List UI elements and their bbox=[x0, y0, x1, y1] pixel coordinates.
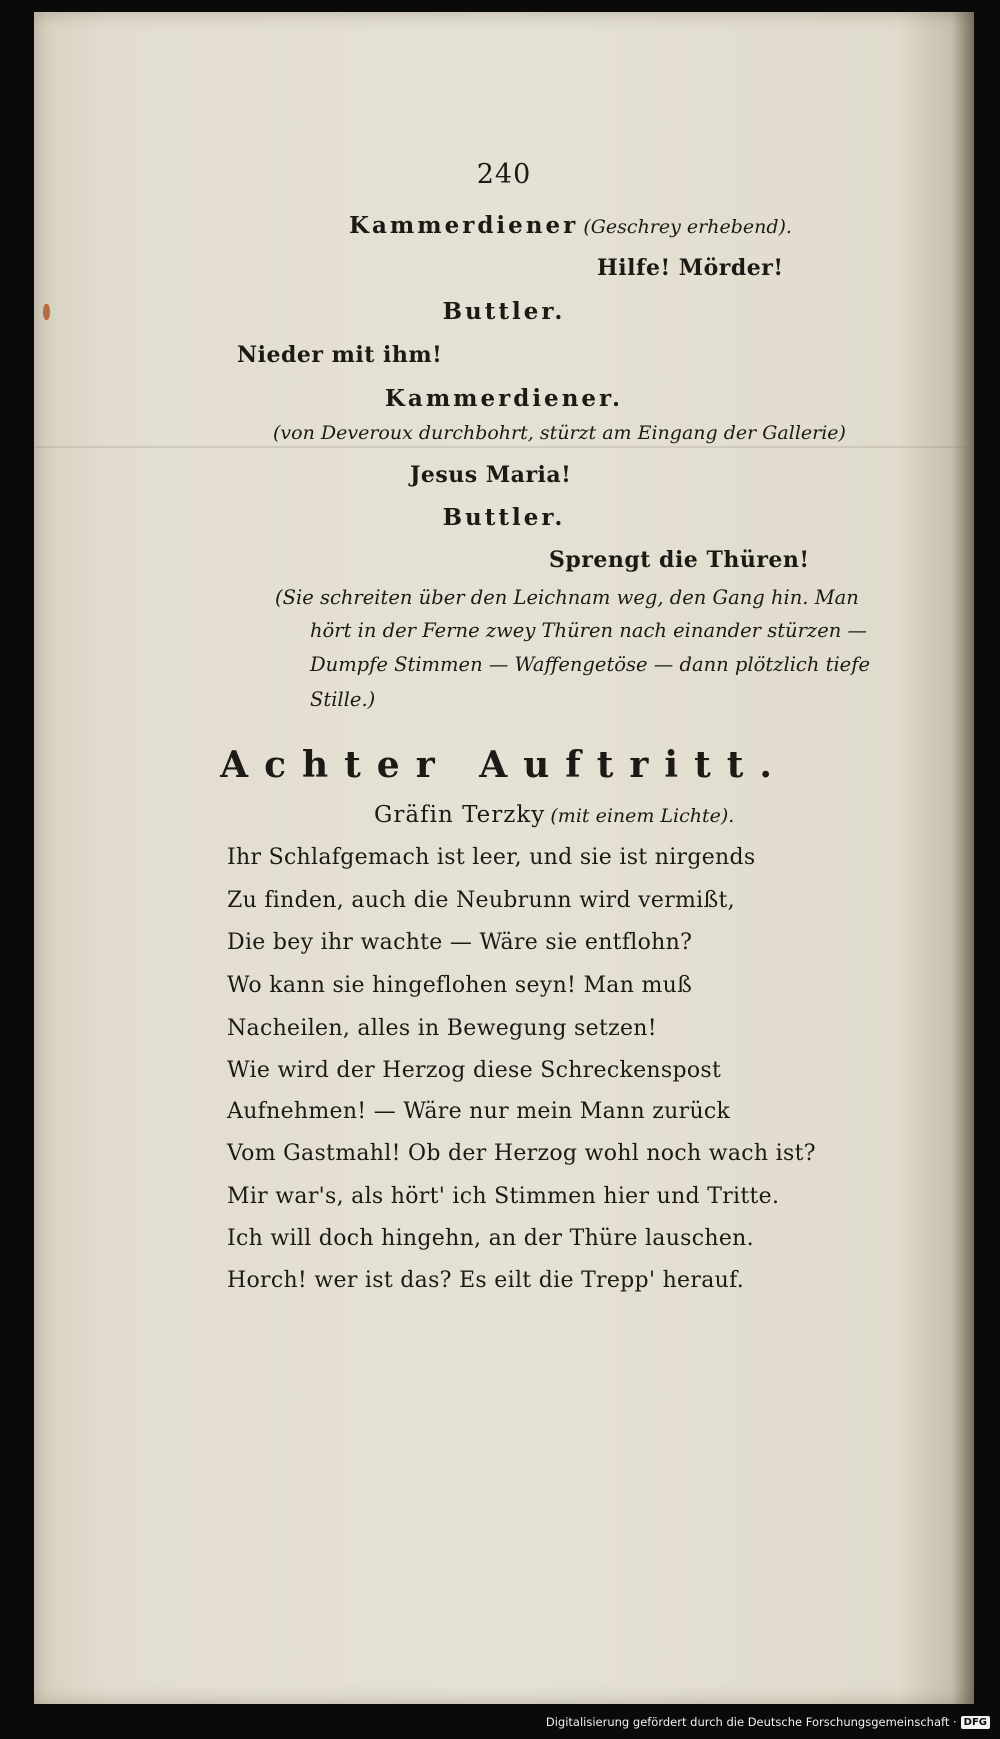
scene-heading: Achter Auftritt. bbox=[220, 744, 788, 786]
credit-text: Digitalisierung gefördert durch die Deutsche Forschungsgemeinschaft · bbox=[545, 1715, 957, 1729]
stage-direction: (von Deveroux durchbohrt, stürzt am Eingang der Gallerie) bbox=[273, 422, 846, 444]
speaker-name: Gräfin Terzky bbox=[374, 802, 546, 828]
speaker-name: Kammerdiener. bbox=[384, 385, 624, 412]
stage-direction-line: Dumpfe Stimmen — Waffengetöse — dann plötzlich tiefe bbox=[310, 653, 870, 676]
verse-line: Horch! wer ist das? Es eilt die Trepp' herauf. bbox=[227, 1268, 745, 1293]
speaker-name: Buttler. bbox=[442, 504, 566, 531]
verse-line: Zu finden, auch die Neubrunn wird vermißt, bbox=[227, 888, 735, 913]
speech-heading-kammerdiener-1 bbox=[349, 212, 792, 239]
verse-line: Mir war's, als hört' ich Stimmen hier und Tritte. bbox=[227, 1184, 780, 1209]
dialogue-line: Nieder mit ihm! bbox=[237, 342, 443, 368]
speaker-name: Kammerdiener bbox=[349, 212, 579, 239]
dialogue-line: Hilfe! Mörder! bbox=[597, 255, 784, 281]
verse-line: Aufnehmen! — Wäre nur mein Mann zurück bbox=[227, 1099, 731, 1124]
page-number: 240 bbox=[476, 159, 532, 190]
verse-line: Vom Gastmahl! Ob der Herzog wohl noch wach ist? bbox=[227, 1141, 816, 1166]
page-fold-line bbox=[34, 446, 974, 448]
verse-line: Die bey ihr wachte — Wäre sie entflohn? bbox=[227, 930, 693, 955]
page-edge-shadow bbox=[952, 12, 974, 1704]
stage-direction: (Geschrey erhebend). bbox=[583, 216, 792, 238]
stage-direction-line: Stille.) bbox=[310, 688, 376, 711]
book-page bbox=[34, 12, 974, 1704]
verse-line: Nacheilen, alles in Bewegung setzen! bbox=[227, 1016, 657, 1041]
verse-line: Ich will doch hingehn, an der Thüre lauschen. bbox=[227, 1226, 754, 1251]
stage-direction-line: (Sie schreiten über den Leichnam weg, den Gang hin. Man bbox=[275, 586, 859, 609]
speech-heading-graefin bbox=[374, 802, 734, 828]
speaker-name: Buttler. bbox=[442, 298, 566, 325]
verse-line: Wo kann sie hingeflohen seyn! Man muß bbox=[227, 973, 693, 998]
verse-line: Ihr Schlafgemach ist leer, und sie ist nirgends bbox=[227, 845, 756, 870]
dialogue-line: Jesus Maria! bbox=[410, 462, 572, 488]
verse-line: Wie wird der Herzog diese Schreckenspost bbox=[227, 1058, 722, 1083]
dfg-logo: DFG bbox=[961, 1716, 990, 1729]
stage-direction-line: hört in der Ferne zwey Thüren nach einander stürzen — bbox=[310, 619, 867, 642]
dialogue-line: Sprengt die Thüren! bbox=[549, 547, 810, 573]
stage-direction: (mit einem Lichte). bbox=[550, 805, 735, 827]
digitization-credit bbox=[546, 1711, 990, 1733]
